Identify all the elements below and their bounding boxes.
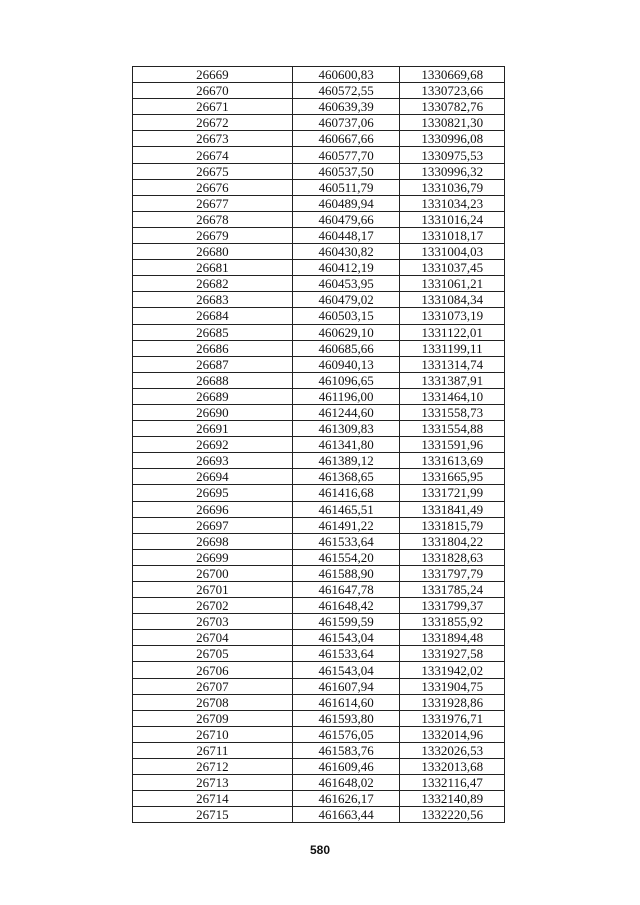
x-coordinate-cell: 460685,66 — [292, 340, 400, 356]
x-coordinate-cell: 461416,68 — [292, 485, 400, 501]
y-coordinate-cell: 1331558,73 — [400, 404, 505, 420]
y-coordinate-cell: 1331894,48 — [400, 630, 505, 646]
point-number-cell: 26703 — [133, 614, 293, 630]
y-coordinate-cell: 1331904,75 — [400, 678, 505, 694]
table-row — [133, 694, 505, 710]
y-coordinate-cell: 1331815,79 — [400, 517, 505, 533]
y-coordinate-cell: 1330782,76 — [400, 99, 505, 115]
table-row — [133, 324, 505, 340]
table-row — [133, 485, 505, 501]
table-row — [133, 759, 505, 775]
x-coordinate-cell: 461543,04 — [292, 662, 400, 678]
point-number-cell: 26676 — [133, 179, 293, 195]
y-coordinate-cell: 1331036,79 — [400, 179, 505, 195]
point-number-cell: 26680 — [133, 244, 293, 260]
table-row — [133, 67, 505, 83]
point-number-cell: 26697 — [133, 517, 293, 533]
y-coordinate-cell: 1332140,89 — [400, 791, 505, 807]
y-coordinate-cell: 1331613,69 — [400, 453, 505, 469]
point-number-cell: 26669 — [133, 67, 293, 83]
point-number-cell: 26707 — [133, 678, 293, 694]
point-number-cell: 26694 — [133, 469, 293, 485]
point-number-cell: 26711 — [133, 742, 293, 758]
x-coordinate-cell: 461309,83 — [292, 421, 400, 437]
table-row — [133, 549, 505, 565]
table-row — [133, 308, 505, 324]
table-row — [133, 356, 505, 372]
y-coordinate-cell: 1331976,71 — [400, 710, 505, 726]
point-number-cell: 26701 — [133, 582, 293, 598]
point-number-cell: 26688 — [133, 372, 293, 388]
x-coordinate-cell: 460412,19 — [292, 260, 400, 276]
y-coordinate-cell: 1331665,95 — [400, 469, 505, 485]
table-row — [133, 340, 505, 356]
y-coordinate-cell: 1330669,68 — [400, 67, 505, 83]
point-number-cell: 26689 — [133, 388, 293, 404]
point-number-cell: 26714 — [133, 791, 293, 807]
y-coordinate-cell: 1331061,21 — [400, 276, 505, 292]
point-number-cell: 26670 — [133, 83, 293, 99]
point-number-cell: 26691 — [133, 421, 293, 437]
table-row — [133, 244, 505, 260]
x-coordinate-cell: 461533,64 — [292, 646, 400, 662]
x-coordinate-cell: 461647,78 — [292, 582, 400, 598]
coordinates-table-body — [133, 67, 505, 823]
x-coordinate-cell: 461341,80 — [292, 437, 400, 453]
table-row — [133, 646, 505, 662]
table-row — [133, 99, 505, 115]
x-coordinate-cell: 461599,59 — [292, 614, 400, 630]
point-number-cell: 26678 — [133, 211, 293, 227]
point-number-cell: 26709 — [133, 710, 293, 726]
table-row — [133, 179, 505, 195]
table-row — [133, 227, 505, 243]
y-coordinate-cell: 1331828,63 — [400, 549, 505, 565]
y-coordinate-cell: 1331016,24 — [400, 211, 505, 227]
table-row — [133, 710, 505, 726]
x-coordinate-cell: 460737,06 — [292, 115, 400, 131]
point-number-cell: 26693 — [133, 453, 293, 469]
table-row — [133, 775, 505, 791]
point-number-cell: 26685 — [133, 324, 293, 340]
point-number-cell: 26704 — [133, 630, 293, 646]
y-coordinate-cell: 1331797,79 — [400, 565, 505, 581]
y-coordinate-cell: 1331387,91 — [400, 372, 505, 388]
point-number-cell: 26700 — [133, 565, 293, 581]
y-coordinate-cell: 1331018,17 — [400, 227, 505, 243]
y-coordinate-cell: 1331841,49 — [400, 501, 505, 517]
x-coordinate-cell: 460629,10 — [292, 324, 400, 340]
x-coordinate-cell: 461196,00 — [292, 388, 400, 404]
y-coordinate-cell: 1331464,10 — [400, 388, 505, 404]
point-number-cell: 26698 — [133, 533, 293, 549]
x-coordinate-cell: 461576,05 — [292, 726, 400, 742]
point-number-cell: 26686 — [133, 340, 293, 356]
point-number-cell: 26671 — [133, 99, 293, 115]
point-number-cell: 26682 — [133, 276, 293, 292]
x-coordinate-cell: 461389,12 — [292, 453, 400, 469]
x-coordinate-cell: 460537,50 — [292, 163, 400, 179]
point-number-cell: 26712 — [133, 759, 293, 775]
y-coordinate-cell: 1330996,08 — [400, 131, 505, 147]
x-coordinate-cell: 461533,64 — [292, 533, 400, 549]
page-number: 580 — [309, 843, 331, 857]
y-coordinate-cell: 1331199,11 — [400, 340, 505, 356]
point-number-cell: 26679 — [133, 227, 293, 243]
y-coordinate-cell: 1331799,37 — [400, 598, 505, 614]
point-number-cell: 26674 — [133, 147, 293, 163]
x-coordinate-cell: 460667,66 — [292, 131, 400, 147]
y-coordinate-cell: 1330821,30 — [400, 115, 505, 131]
table-row — [133, 292, 505, 308]
table-row — [133, 742, 505, 758]
x-coordinate-cell: 460600,83 — [292, 67, 400, 83]
point-number-cell: 26692 — [133, 437, 293, 453]
x-coordinate-cell: 460511,79 — [292, 179, 400, 195]
table-row — [133, 565, 505, 581]
table-row — [133, 421, 505, 437]
x-coordinate-cell: 460503,15 — [292, 308, 400, 324]
y-coordinate-cell: 1332014,96 — [400, 726, 505, 742]
x-coordinate-cell: 461648,42 — [292, 598, 400, 614]
y-coordinate-cell: 1331037,45 — [400, 260, 505, 276]
y-coordinate-cell: 1331785,24 — [400, 582, 505, 598]
x-coordinate-cell: 460489,94 — [292, 195, 400, 211]
table-row — [133, 276, 505, 292]
table-row — [133, 115, 505, 131]
point-number-cell: 26687 — [133, 356, 293, 372]
x-coordinate-cell: 461096,65 — [292, 372, 400, 388]
x-coordinate-cell: 460448,17 — [292, 227, 400, 243]
x-coordinate-cell: 461588,90 — [292, 565, 400, 581]
point-number-cell: 26715 — [133, 807, 293, 823]
y-coordinate-cell: 1331942,02 — [400, 662, 505, 678]
table-row — [133, 469, 505, 485]
table-row — [133, 662, 505, 678]
x-coordinate-cell: 461614,60 — [292, 694, 400, 710]
x-coordinate-cell: 460430,82 — [292, 244, 400, 260]
x-coordinate-cell: 460453,95 — [292, 276, 400, 292]
x-coordinate-cell: 461593,80 — [292, 710, 400, 726]
y-coordinate-cell: 1331591,96 — [400, 437, 505, 453]
y-coordinate-cell: 1332013,68 — [400, 759, 505, 775]
point-number-cell: 26708 — [133, 694, 293, 710]
x-coordinate-cell: 461244,60 — [292, 404, 400, 420]
y-coordinate-cell: 1331804,22 — [400, 533, 505, 549]
table-row — [133, 260, 505, 276]
x-coordinate-cell: 460577,70 — [292, 147, 400, 163]
point-number-cell: 26706 — [133, 662, 293, 678]
y-coordinate-cell: 1330723,66 — [400, 83, 505, 99]
table-row — [133, 83, 505, 99]
point-number-cell: 26710 — [133, 726, 293, 742]
y-coordinate-cell: 1331034,23 — [400, 195, 505, 211]
y-coordinate-cell: 1331554,88 — [400, 421, 505, 437]
point-number-cell: 26705 — [133, 646, 293, 662]
point-number-cell: 26695 — [133, 485, 293, 501]
table-row — [133, 517, 505, 533]
y-coordinate-cell: 1331084,34 — [400, 292, 505, 308]
x-coordinate-cell: 460479,66 — [292, 211, 400, 227]
y-coordinate-cell: 1330996,32 — [400, 163, 505, 179]
x-coordinate-cell: 460940,13 — [292, 356, 400, 372]
y-coordinate-cell: 1331928,86 — [400, 694, 505, 710]
table-row — [133, 678, 505, 694]
x-coordinate-cell: 461465,51 — [292, 501, 400, 517]
x-coordinate-cell: 461626,17 — [292, 791, 400, 807]
y-coordinate-cell: 1331073,19 — [400, 308, 505, 324]
table-row — [133, 388, 505, 404]
x-coordinate-cell: 461491,22 — [292, 517, 400, 533]
y-coordinate-cell: 1332116,47 — [400, 775, 505, 791]
x-coordinate-cell: 460479,02 — [292, 292, 400, 308]
point-number-cell: 26684 — [133, 308, 293, 324]
point-number-cell: 26675 — [133, 163, 293, 179]
table-row — [133, 195, 505, 211]
point-number-cell: 26702 — [133, 598, 293, 614]
table-row — [133, 614, 505, 630]
table-row — [133, 211, 505, 227]
y-coordinate-cell: 1331314,74 — [400, 356, 505, 372]
coordinates-table — [132, 66, 505, 823]
y-coordinate-cell: 1331721,99 — [400, 485, 505, 501]
table-row — [133, 131, 505, 147]
x-coordinate-cell: 461543,04 — [292, 630, 400, 646]
x-coordinate-cell: 461648,02 — [292, 775, 400, 791]
y-coordinate-cell: 1331004,03 — [400, 244, 505, 260]
point-number-cell: 26699 — [133, 549, 293, 565]
y-coordinate-cell: 1332220,56 — [400, 807, 505, 823]
y-coordinate-cell: 1330975,53 — [400, 147, 505, 163]
point-number-cell: 26683 — [133, 292, 293, 308]
point-number-cell: 26696 — [133, 501, 293, 517]
table-row — [133, 533, 505, 549]
point-number-cell: 26681 — [133, 260, 293, 276]
x-coordinate-cell: 461663,44 — [292, 807, 400, 823]
table-row — [133, 807, 505, 823]
y-coordinate-cell: 1332026,53 — [400, 742, 505, 758]
x-coordinate-cell: 461609,46 — [292, 759, 400, 775]
point-number-cell: 26713 — [133, 775, 293, 791]
x-coordinate-cell: 460639,39 — [292, 99, 400, 115]
y-coordinate-cell: 1331855,92 — [400, 614, 505, 630]
point-number-cell: 26677 — [133, 195, 293, 211]
table-row — [133, 163, 505, 179]
table-row — [133, 598, 505, 614]
table-row — [133, 791, 505, 807]
point-number-cell: 26690 — [133, 404, 293, 420]
table-row — [133, 372, 505, 388]
table-row — [133, 437, 505, 453]
table-row — [133, 501, 505, 517]
point-number-cell: 26673 — [133, 131, 293, 147]
x-coordinate-cell: 460572,55 — [292, 83, 400, 99]
y-coordinate-cell: 1331122,01 — [400, 324, 505, 340]
x-coordinate-cell: 461583,76 — [292, 742, 400, 758]
x-coordinate-cell: 461368,65 — [292, 469, 400, 485]
y-coordinate-cell: 1331927,58 — [400, 646, 505, 662]
table-row — [133, 404, 505, 420]
x-coordinate-cell: 461607,94 — [292, 678, 400, 694]
table-row — [133, 147, 505, 163]
table-row — [133, 582, 505, 598]
table-row — [133, 726, 505, 742]
x-coordinate-cell: 461554,20 — [292, 549, 400, 565]
table-row — [133, 630, 505, 646]
point-number-cell: 26672 — [133, 115, 293, 131]
table-row — [133, 453, 505, 469]
